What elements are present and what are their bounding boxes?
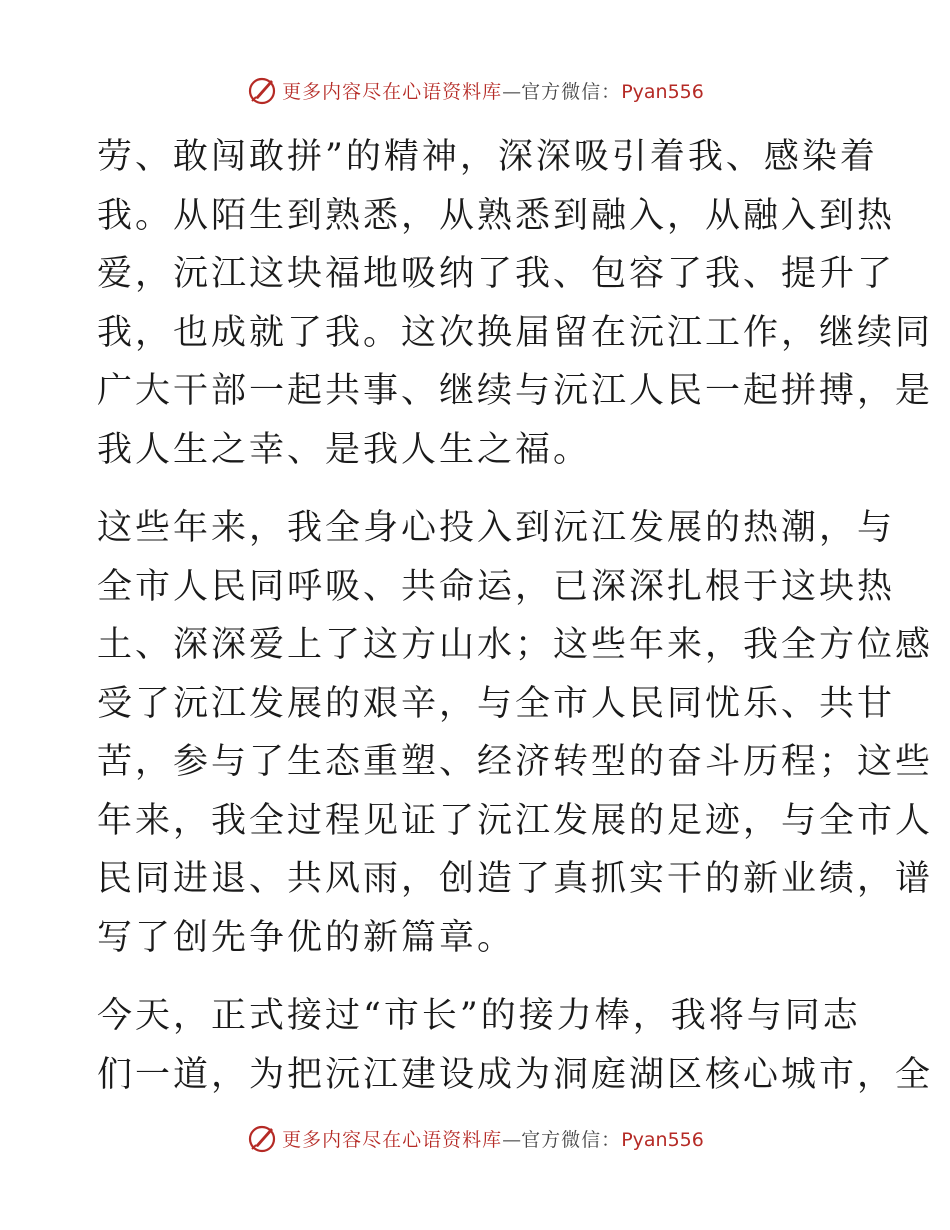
text-line: 苦，参与了生态重塑、经济转型的奋斗历程；这些 [97,742,934,782]
text-line: 我。从陌生到熟悉，从熟悉到融入，从融入到热 [97,195,896,236]
watermark-text: 更多内容尽在心语资料库—官方微信：Pyan556 [282,80,704,103]
text-line: 这些年来，我全身心投入到沅江发展的热潮，与 [97,508,896,548]
text-line: 们一道，为把沅江建设成为洞庭湖区核心城市，全 [97,1054,934,1095]
text-line: 受了沅江发展的艰辛，与全市人民同忧乐、共甘 [97,683,896,724]
text-line: 劳、敢闯敢拼”的精神，深深吸引着我、感染着 [97,137,878,177]
text-line: 土、深深爱上了这方山水；这些年来，我全方位感 [97,625,934,665]
watermark-text: 更多内容尽在心语资料库—官方微信：Pyan556 [282,1128,704,1151]
text-line: 民同进退、共风雨，创造了真抓实干的新业绩，谱 [97,859,934,899]
paragraph-3 [97,987,934,1104]
document-body [97,128,934,1104]
text-line: 我，也成就了我。这次换届留在沅江工作，继续同 [97,312,934,353]
quill-pen-logo-icon [246,1122,278,1154]
footer-watermark-banner [0,1118,950,1158]
text-line: 全市人民同呼吸、共命运，已深深扎根于这块热 [97,566,896,607]
text-line: 年来，我全过程见证了沅江发展的足迹，与全市人 [97,800,934,841]
paragraph-2 [97,499,934,967]
text-line: 写了创先争优的新篇章。 [97,917,516,958]
text-line: 今天，正式接过“市长”的接力棒，我将与同志 [97,996,861,1036]
quill-pen-logo-icon [246,74,278,106]
text-line: 我人生之幸、是我人生之福。 [97,429,592,470]
paragraph-1 [97,128,934,479]
text-line: 爱，沅江这块福地吸纳了我、包容了我、提升了 [97,254,896,294]
text-line: 广大干部一起共事、继续与沅江人民一起拼搏，是 [97,371,934,411]
header-watermark-banner [0,70,950,110]
